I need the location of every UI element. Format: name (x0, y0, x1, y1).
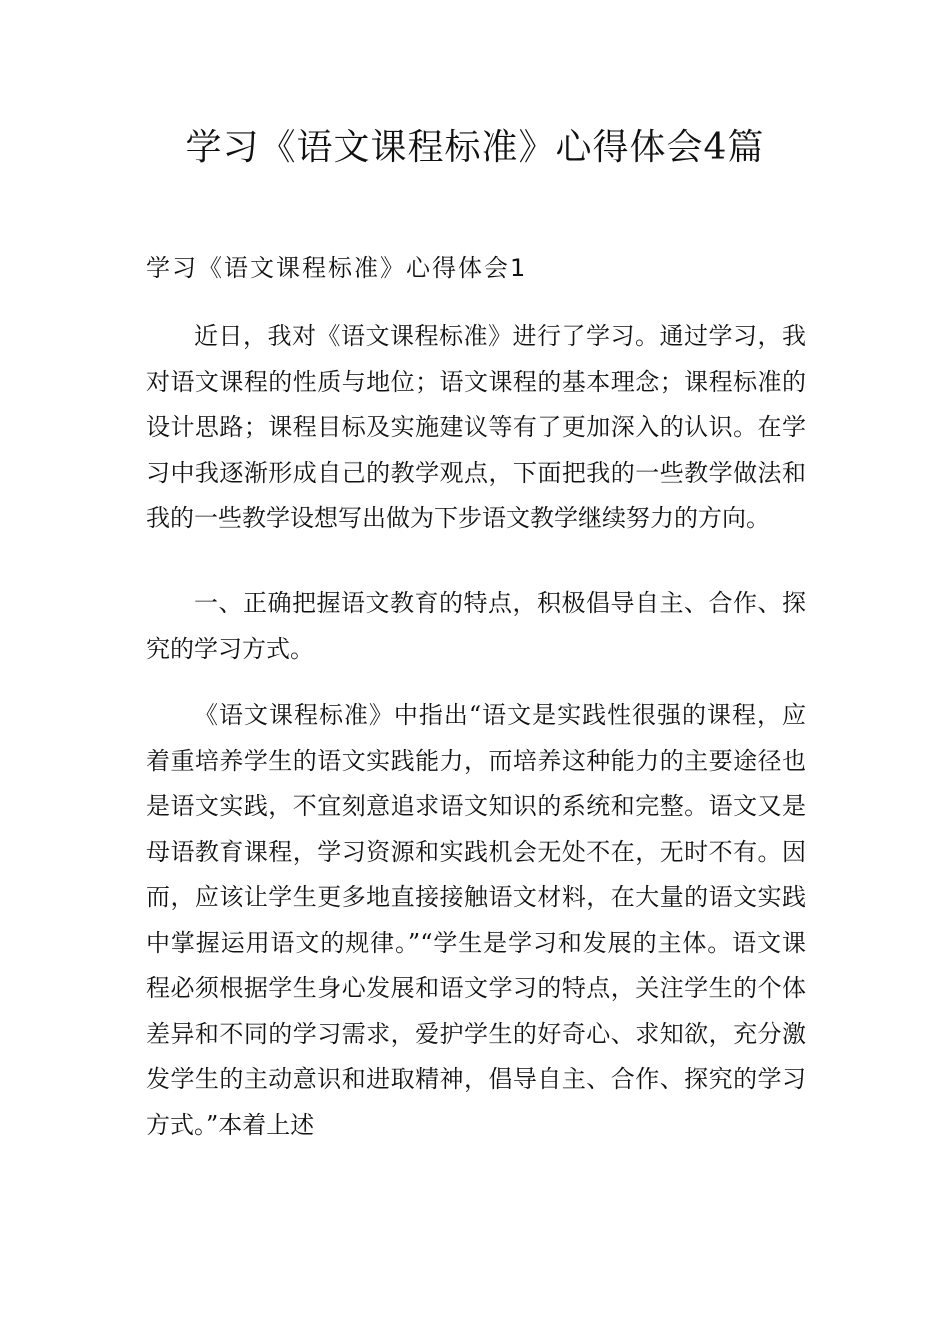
section-title: 学习《语文课程标准》心得体会1 (146, 254, 528, 282)
document-title: 学习《语文课程标准》心得体会4篇 (185, 127, 765, 168)
body-paragraph-1: 近日，我对《语文课程标准》进行了学习。通过学习，我对语文课程的性质与地位；语文课程的基本理念；课程标准的设计思路；课程目标及实施建议等有了更加深入的认识。在学习中我逐渐形成自己的教学观点，下面把我的一些教学做法和我的一些教学设想写出做为下步语文教学继续努力的方向。 (146, 322, 806, 532)
body-paragraph-3: 《语文课程标准》中指出“语文是实践性很强的课程，应着重培养学生的语文实践能力，而培养这种能力的主要途径也是语文实践，不宜刻意追求语文知识的系统和完整。语文又是母语教育课程，学习资源和实践机会无处不在，无时不有。因而，应该让学生更多地直接接触语文材料，在大量的语文实践中掌握运用语文的规律。”“学生是学习和发展的主体。语文课程必须根据学生身心发展和语文学习的特点，关注学生的个体差异和不同的学习需求，爱护学生的好奇心、求知欲，充分激发学生的主动意识和进取精神，倡导自主、合作、探究的学习方式。”本着上述 (146, 701, 806, 1139)
body-paragraph-2: 一、正确把握语文教育的特点，积极倡导自主、合作、探究的学习方式。 (146, 589, 806, 663)
